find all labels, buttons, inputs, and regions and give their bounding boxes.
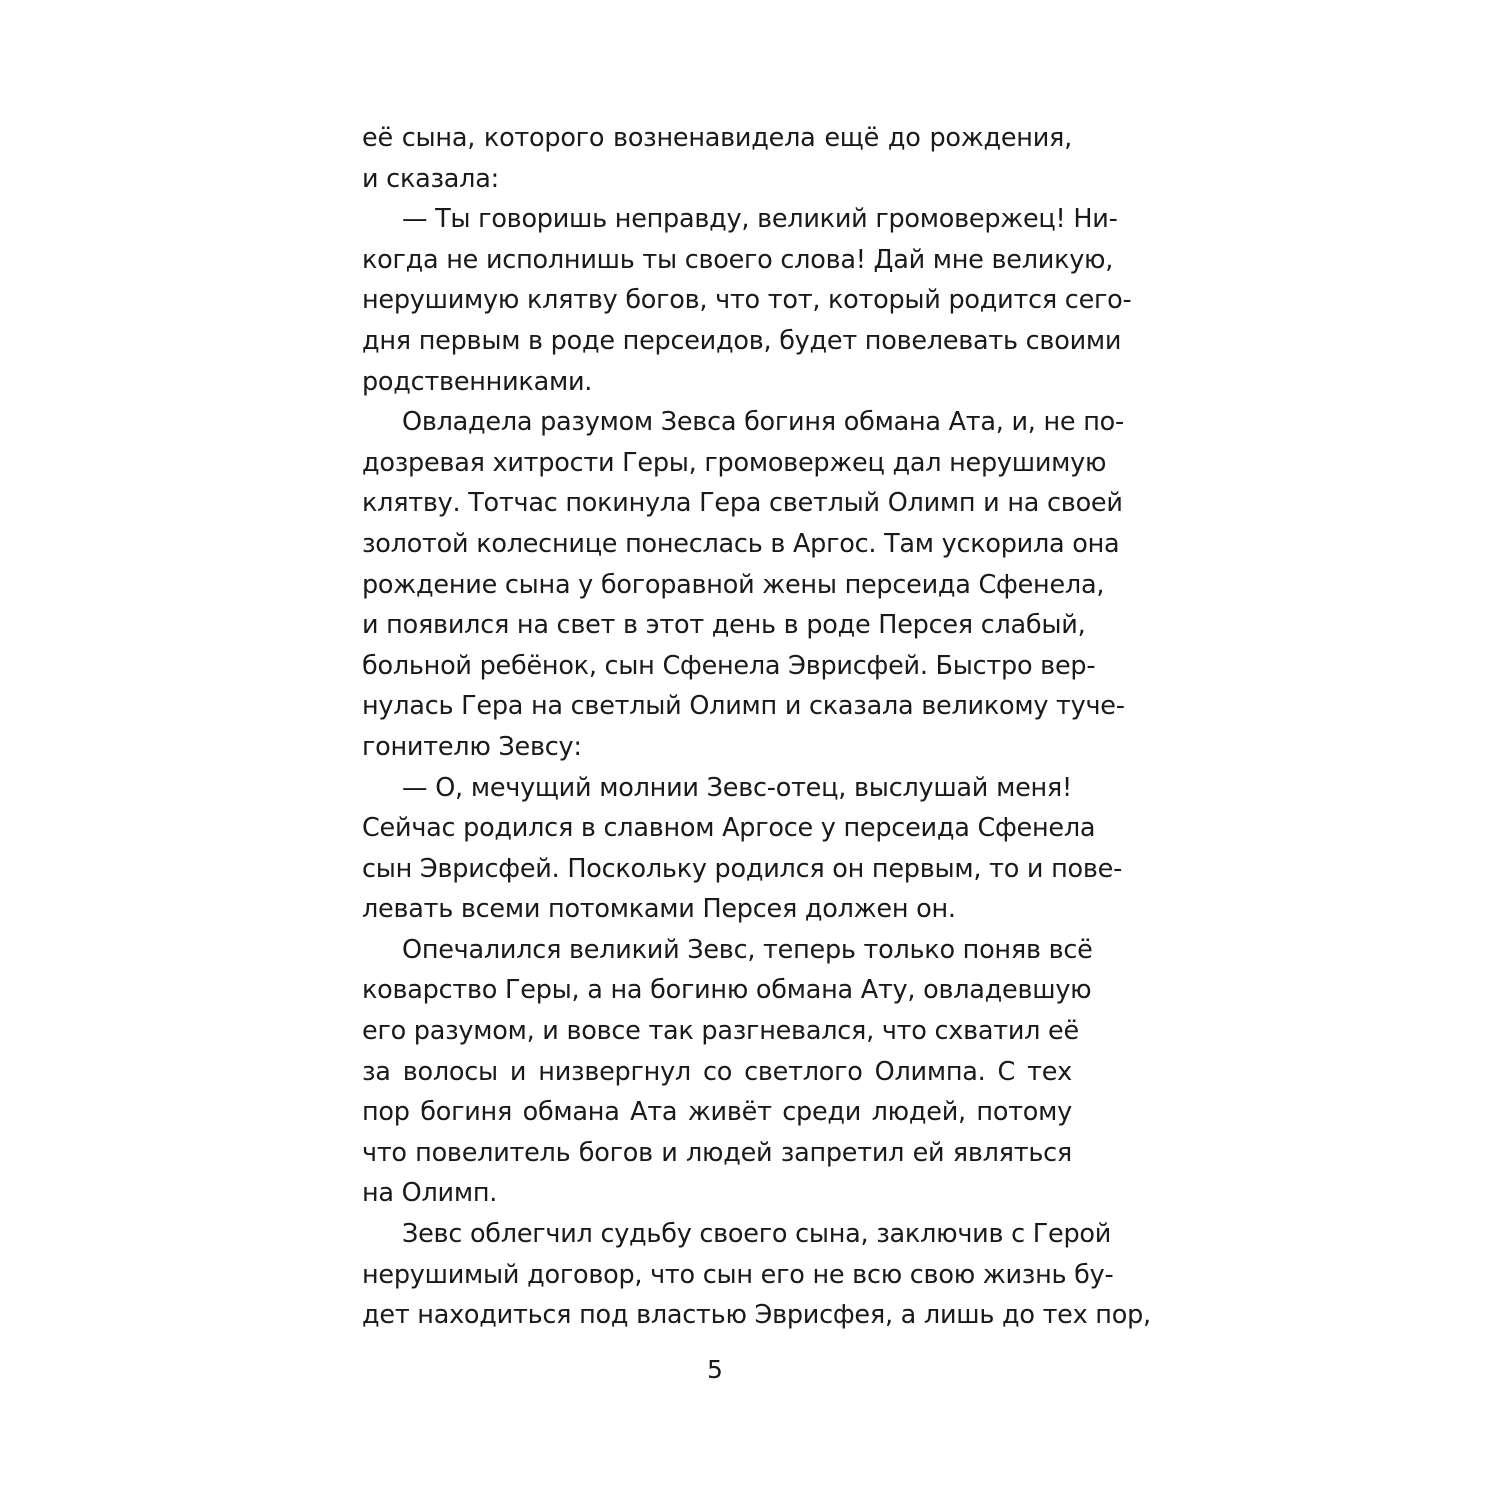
- text-line: её сына, которого возненавидела ещё до рождения,: [362, 123, 1072, 153]
- page-number: 5: [707, 1355, 723, 1384]
- text-line: и появился на свет в этот день в роде Персея слабый,: [362, 610, 1086, 641]
- text-line: Овладела разумом Зевса богиня обмана Ата, и, не по-: [402, 407, 1124, 438]
- text-line: рождение сына у богоравной жены персеида Сфенела,: [362, 569, 1105, 600]
- text-line: Зевс облегчил судьбу своего сына, заключив с Герой: [402, 1219, 1112, 1250]
- text-line: нерушимую клятву богов, что тот, который родится сего-: [362, 285, 1132, 316]
- text-line: Опечалился великий Зевс, теперь только поняв всё: [402, 934, 1093, 965]
- text-line: нерушимый договор, что сын его не всю свою жизнь бу-: [362, 1259, 1114, 1290]
- text-line: дет находиться под властью Эврисфея, а лишь до тех пор,: [362, 1300, 1151, 1331]
- page-text-block: [362, 118, 1151, 1336]
- text-line: клятву. Тотчас покинула Гера светлый Олимп и на своей: [362, 488, 1123, 519]
- text-line: пор богиня обмана Ата живёт среди людей, потому: [362, 1097, 1072, 1128]
- text-line: на Олимп.: [362, 1178, 498, 1209]
- text-line: коварство Геры, а на богиню обмана Ату, овладевшую: [362, 975, 1092, 1006]
- text-line: — Ты говоришь неправду, великий громовержец! Ни-: [402, 204, 1118, 235]
- text-line: левать всеми потомками Персея должен он.: [362, 894, 956, 925]
- text-line: сын Эврисфей. Поскольку родился он первым, то и пове-: [362, 853, 1123, 884]
- text-line: и сказала:: [362, 163, 499, 194]
- text-line: больной ребёнок, сын Сфенела Эврисфей. Быстро вер-: [362, 650, 1096, 681]
- text-line: родственниками.: [362, 366, 593, 397]
- text-line: — О, мечущий молнии Зевс-отец, выслушай меня!: [402, 772, 1072, 803]
- text-line: дня первым в роде персеидов, будет повелевать своими: [362, 325, 1122, 356]
- text-line: за волосы и низвергнул со светлого Олимпа. С тех: [362, 1056, 1072, 1087]
- text-line: гонителю Зевсу:: [362, 731, 582, 762]
- text-line: золотой колеснице понеслась в Аргос. Там ускорила она: [362, 528, 1120, 559]
- text-line: нулась Гера на светлый Олимп и сказала великому туче-: [362, 691, 1125, 722]
- text-line: его разумом, и вовсе так разгневался, что схватил её: [362, 1016, 1079, 1047]
- text-line: дозревая хитрости Геры, громовержец дал нерушимую: [362, 447, 1107, 478]
- text-line: что повелитель богов и людей запретил ей являться: [362, 1137, 1072, 1168]
- text-line: Сейчас родился в славном Аргосе у персеида Сфенела: [362, 813, 1096, 844]
- text-line: когда не исполнишь ты своего слова! Дай мне великую,: [362, 244, 1114, 275]
